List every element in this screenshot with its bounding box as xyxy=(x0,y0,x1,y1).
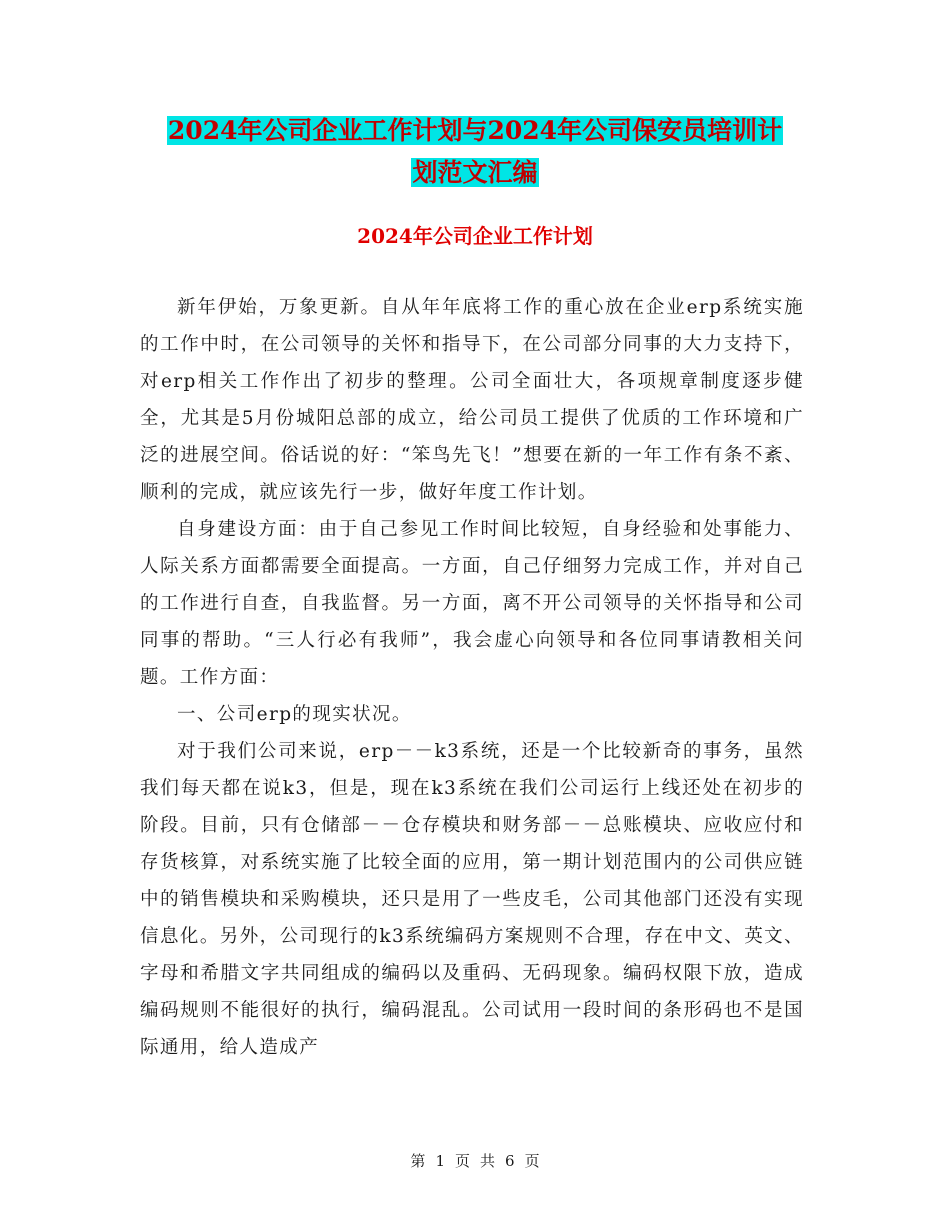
document-title-line-2: 划范文汇编 xyxy=(412,158,538,187)
document-title xyxy=(140,110,810,194)
paragraph-self-development: 自身建设方面：由于自己参见工作时间比较短，自身经验和处事能力、人际关系方面都需要全面提高。一方面，自己仔细努力完成工作，并对自己的工作进行自查，自我监督。另一方面，离不开公司领导的关怀指导和公司同事的帮助。“三人行必有我师”，我会虚心向领导和各位同事请教相关问题。工作方面： xyxy=(140,519,804,688)
paragraph-erp-details: 对于我们公司来说，erp－－k3系统，还是一个比较新奇的事务，虽然我们每天都在说k3，但是，现在k3系统在我们公司运行上线还处在初步的阶段。目前，只有仓储部－－仓存模块和财务部－－总账模块、应收应付和存货核算，对系统实施了比较全面的应用，第一期计划范围内的公司供应链中的销售模块和采购模块，还只是用了一些皮毛，公司其他部门还没有实现信息化。另外，公司现行的k3系统编码方案规则不合理，存在中文、英文、字母和希腊文字共同组成的编码以及重码、无码现象。编码权限下放，造成编码规则不能很好的执行，编码混乱。公司试用一段时间的条形码也不是国际通用，给人造成产 xyxy=(140,741,804,1058)
footer-total-unit: 页 xyxy=(524,1152,540,1170)
document-title-line-1: 2024年公司企业工作计划与2024年公司保安员培训计 xyxy=(167,116,783,145)
footer-total-pages: 6 xyxy=(505,1152,515,1170)
footer-total-prefix: 共 xyxy=(480,1152,496,1170)
footer-page-number: 1 xyxy=(435,1152,445,1170)
footer-prefix: 第 xyxy=(410,1152,426,1170)
section-title: 2024年公司企业工作计划 xyxy=(357,224,593,248)
footer-page-unit: 页 xyxy=(454,1152,470,1170)
page-footer xyxy=(0,1150,950,1172)
paragraph-heading-erp-status: 一、公司erp的现实状况。 xyxy=(177,704,412,725)
paragraph-intro: 新年伊始，万象更新。自从年年底将工作的重心放在企业erp系统实施的工作中时，在公司领导的关怀和指导下，在公司部分同事的大力支持下，对erp相关工作作出了初步的整理。公司全面壮大，各项规章制度逐步健全，尤其是5月份城阳总部的成立，给公司员工提供了优质的工作环境和广泛的进展空间。俗话说的好：“笨鸟先飞！”想要在新的一年工作有条不紊、顺利的完成，就应该先行一步，做好年度工作计划。 xyxy=(140,297,804,503)
document-body xyxy=(140,289,804,1066)
